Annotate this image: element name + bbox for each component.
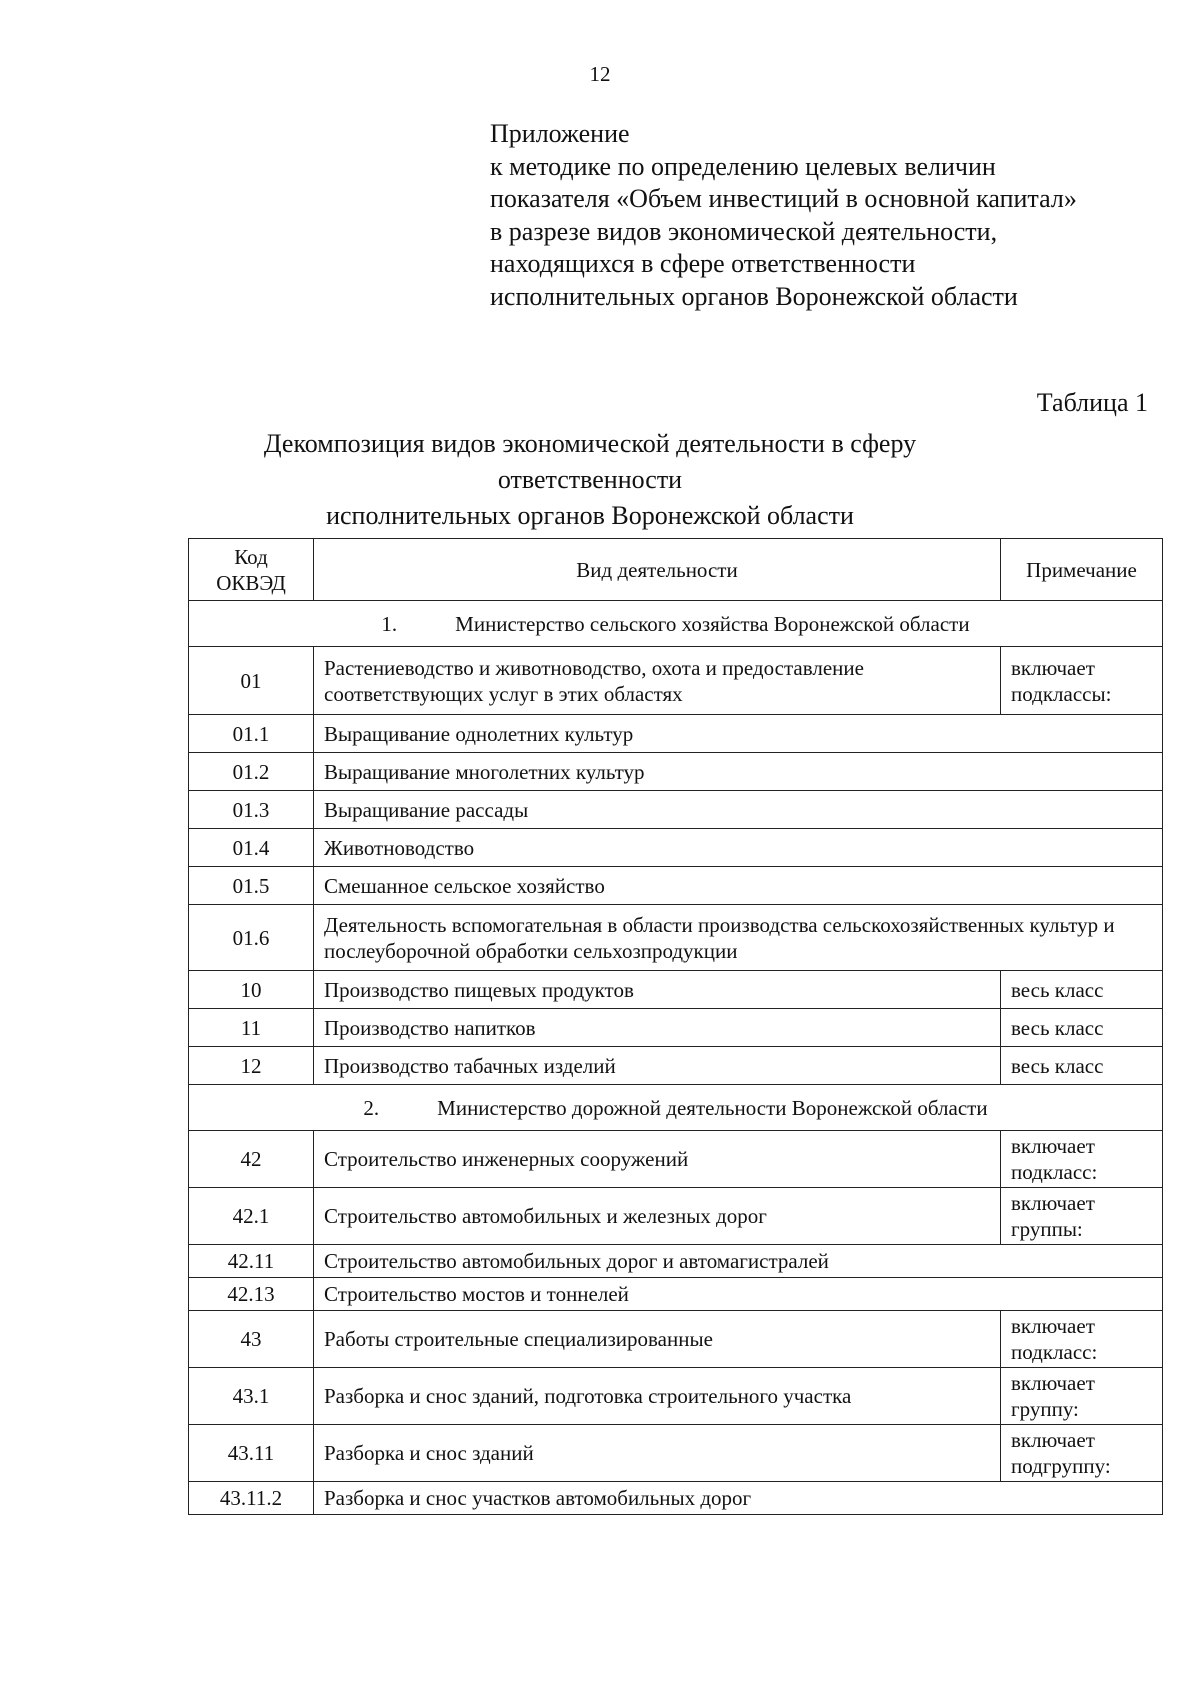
- appendix-line: в разрезе видов экономической деятельности,: [490, 216, 998, 246]
- activity-name: Выращивание рассады: [314, 791, 1163, 829]
- okved-code: 42.11: [189, 1245, 314, 1278]
- activity-name: Смешанное сельское хозяйство: [314, 867, 1163, 905]
- section-row: [189, 1085, 1163, 1131]
- table-row: [189, 715, 1163, 753]
- okved-code: 01.4: [189, 829, 314, 867]
- okved-code: 43: [189, 1311, 314, 1368]
- activity-name: Работы строительные специализированные: [314, 1311, 1001, 1368]
- activity-name: Производство табачных изделий: [314, 1047, 1001, 1085]
- okved-code: 01.1: [189, 715, 314, 753]
- section-number: 1.: [381, 611, 398, 636]
- header-code: [189, 539, 314, 601]
- okved-code: 01.2: [189, 753, 314, 791]
- note: весь класс: [1001, 971, 1163, 1009]
- section-cell: [189, 1085, 1163, 1131]
- table-row: [189, 905, 1163, 971]
- activity-name: Животноводство: [314, 829, 1163, 867]
- appendix-heading: [490, 118, 1150, 313]
- note: включает группы:: [1001, 1188, 1163, 1245]
- okved-code: 43.11.2: [189, 1482, 314, 1515]
- activity-name: Разборка и снос зданий: [314, 1425, 1001, 1482]
- note: включает подкласс:: [1001, 1131, 1163, 1188]
- table-row: [189, 1278, 1163, 1311]
- table-row: [189, 1368, 1163, 1425]
- table-row: [189, 829, 1163, 867]
- table-title: [170, 426, 1010, 534]
- section-number: 2.: [363, 1095, 380, 1120]
- table-row: [189, 1009, 1163, 1047]
- table-title-line: исполнительных органов Воронежской области: [326, 501, 854, 530]
- header-code-line2: ОКВЭД: [216, 570, 286, 595]
- table-row: [189, 971, 1163, 1009]
- activity-name: Растениеводство и животноводство, охота и предоставление соответствующих услуг в этих областях: [314, 647, 1001, 715]
- header-code-line1: Код: [234, 544, 268, 569]
- activity-name: Строительство автомобильных дорог и автомагистралей: [314, 1245, 1163, 1278]
- note: включает подкласс:: [1001, 1311, 1163, 1368]
- appendix-line: находящихся в сфере ответственности: [490, 249, 916, 278]
- table-row: [189, 791, 1163, 829]
- note: включает подгруппу:: [1001, 1425, 1163, 1482]
- okved-code: 11: [189, 1009, 314, 1047]
- note: включает подклассы:: [1001, 647, 1163, 715]
- okved-code: 42.13: [189, 1278, 314, 1311]
- table-row: [189, 1245, 1163, 1278]
- table-row: [189, 753, 1163, 791]
- activity-name: Строительство автомобильных и железных дорог: [314, 1188, 1001, 1245]
- okved-code: 01.5: [189, 867, 314, 905]
- section-row: [189, 601, 1163, 647]
- table-row: [189, 1131, 1163, 1188]
- activity-name: Выращивание многолетних культур: [314, 753, 1163, 791]
- okved-table: [188, 538, 1163, 1515]
- section-cell: [189, 601, 1163, 647]
- section-title: Министерство дорожной деятельности Воронежской области: [437, 1095, 988, 1120]
- activity-name: Разборка и снос участков автомобильных дорог: [314, 1482, 1163, 1515]
- okved-code: 43.11: [189, 1425, 314, 1482]
- activity-name: Строительство мостов и тоннелей: [314, 1278, 1163, 1311]
- table-header-row: [189, 539, 1163, 601]
- table-row: [189, 1482, 1163, 1515]
- note: весь класс: [1001, 1047, 1163, 1085]
- activity-name: Производство пищевых продуктов: [314, 971, 1001, 1009]
- header-activity: Вид деятельности: [314, 539, 1001, 601]
- okved-code: 01.6: [189, 905, 314, 971]
- appendix-line: показателя «Объем инвестиций в основной капитал»: [490, 184, 1077, 213]
- header-note: Примечание: [1001, 539, 1163, 601]
- okved-code: 01.3: [189, 791, 314, 829]
- table-row: [189, 1311, 1163, 1368]
- okved-code: 10: [189, 971, 314, 1009]
- table-row: [189, 1188, 1163, 1245]
- note: весь класс: [1001, 1009, 1163, 1047]
- activity-name: Деятельность вспомогательная в области производства сельскохозяйственных культур и послеуборочной обработки сельхозпродукции: [314, 905, 1163, 971]
- table-row: [189, 867, 1163, 905]
- okved-code: 01: [189, 647, 314, 715]
- table-title-line: Декомпозиция видов экономической деятельности в сферу ответственности: [263, 429, 917, 494]
- okved-code: 43.1: [189, 1368, 314, 1425]
- page-number: 12: [589, 62, 611, 86]
- table-row: [189, 647, 1163, 715]
- appendix-line: Приложение: [490, 119, 630, 148]
- activity-name: Строительство инженерных сооружений: [314, 1131, 1001, 1188]
- okved-code: 12: [189, 1047, 314, 1085]
- note: включает группу:: [1001, 1368, 1163, 1425]
- okved-code: 42: [189, 1131, 314, 1188]
- section-title: Министерство сельского хозяйства Воронежской области: [455, 611, 970, 636]
- table-row: [189, 1425, 1163, 1482]
- table-label: Таблица 1: [1036, 388, 1148, 417]
- activity-name: Выращивание однолетних культур: [314, 715, 1163, 753]
- appendix-line: исполнительных органов Воронежской области: [490, 281, 1018, 311]
- activity-name: Производство напитков: [314, 1009, 1001, 1047]
- appendix-line: к методике по определению целевых величин: [490, 151, 996, 181]
- okved-code: 42.1: [189, 1188, 314, 1245]
- activity-name: Разборка и снос зданий, подготовка строительного участка: [314, 1368, 1001, 1425]
- table-row: [189, 1047, 1163, 1085]
